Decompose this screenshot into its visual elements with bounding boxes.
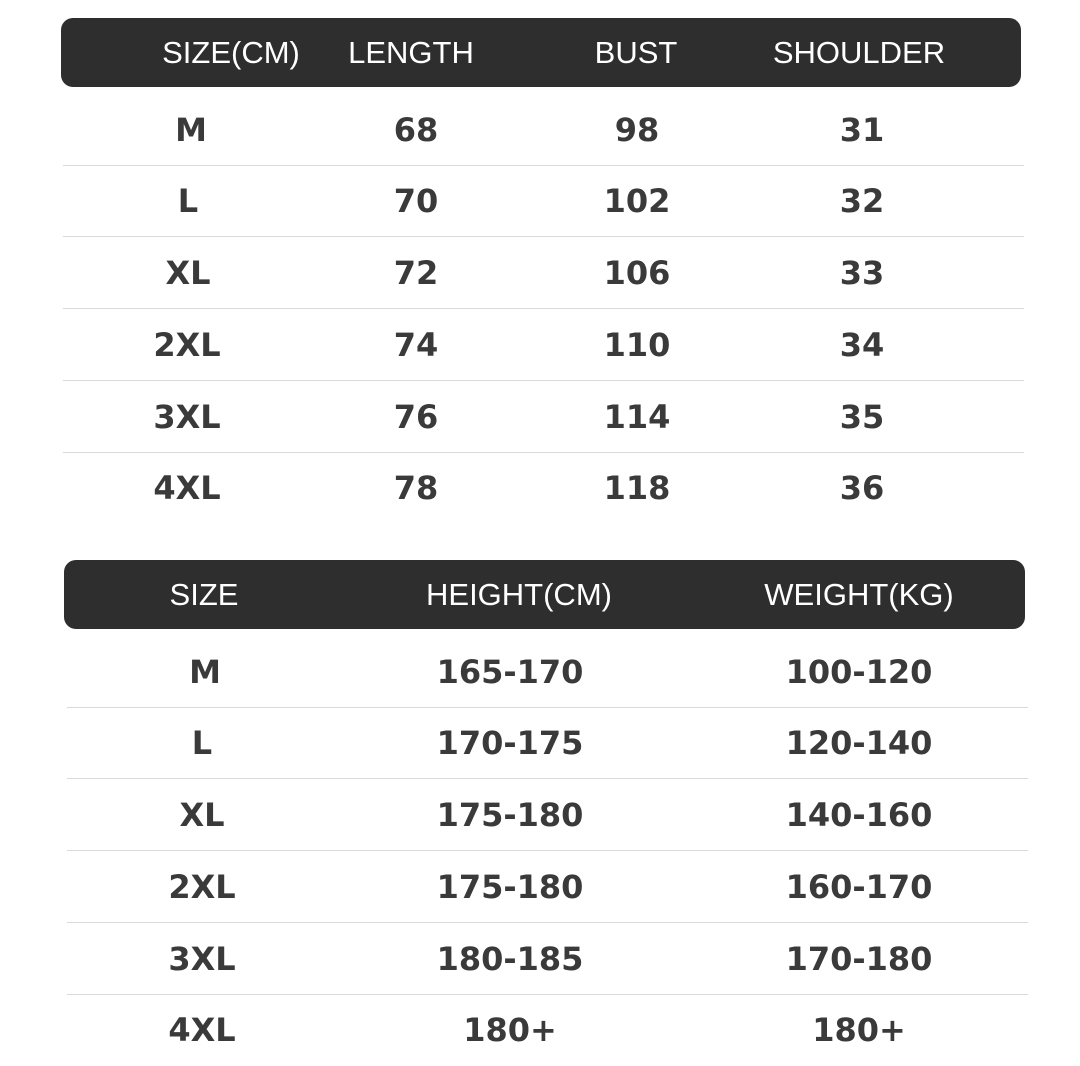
- length-cell: 70: [393, 182, 439, 220]
- table-row: [63, 453, 1024, 524]
- header-size-cm: SIZE(CM): [162, 35, 300, 70]
- size-cell: 4XL: [168, 1011, 236, 1049]
- bust-cell: 114: [603, 398, 671, 436]
- weight-cell: 170-180: [785, 940, 933, 978]
- size-cell: M: [189, 653, 221, 691]
- shoulder-cell: 35: [839, 398, 885, 436]
- weight-cell: 100-120: [785, 653, 933, 691]
- size-cell: 3XL: [153, 398, 221, 436]
- weight-cell: 160-170: [785, 868, 933, 906]
- length-cell: 78: [393, 469, 439, 507]
- bust-cell: 110: [603, 326, 671, 364]
- shoulder-cell: 36: [839, 469, 885, 507]
- table-row: [67, 708, 1028, 779]
- table-row: [67, 924, 1028, 995]
- weight-cell: 120-140: [785, 724, 933, 762]
- weight-cell: 180+: [812, 1011, 906, 1049]
- shoulder-cell: 32: [839, 182, 885, 220]
- table-row: [67, 780, 1028, 851]
- weight-cell: 140-160: [785, 796, 933, 834]
- size-cell: 3XL: [168, 940, 236, 978]
- height-cell: 165-170: [436, 653, 584, 691]
- header-length: LENGTH: [348, 35, 474, 70]
- table-row: [63, 95, 1024, 166]
- length-cell: 68: [393, 111, 439, 149]
- size-cell: L: [191, 724, 213, 762]
- measurements-table-header: [61, 18, 1021, 87]
- bust-cell: 106: [603, 254, 671, 292]
- length-cell: 72: [393, 254, 439, 292]
- header-size: SIZE: [169, 577, 239, 612]
- size-cell: 2XL: [153, 326, 221, 364]
- table-row: [67, 637, 1028, 708]
- height-cell: 175-180: [436, 868, 584, 906]
- table-row: [63, 166, 1024, 237]
- size-cell: M: [175, 111, 207, 149]
- header-bust: BUST: [594, 35, 678, 70]
- size-cell: 4XL: [153, 469, 221, 507]
- table-row: [63, 310, 1024, 381]
- length-cell: 74: [393, 326, 439, 364]
- bust-cell: 118: [603, 469, 671, 507]
- bust-cell: 98: [614, 111, 660, 149]
- height-cell: 170-175: [436, 724, 584, 762]
- fit-table-header: [64, 560, 1025, 629]
- size-cell: XL: [179, 796, 225, 834]
- shoulder-cell: 34: [839, 326, 885, 364]
- height-cell: 180-185: [436, 940, 584, 978]
- bust-cell: 102: [603, 182, 671, 220]
- table-row: [63, 382, 1024, 453]
- size-cell: 2XL: [168, 868, 236, 906]
- header-shoulder: SHOULDER: [772, 35, 946, 70]
- size-cell: L: [177, 182, 199, 220]
- header-weight-kg: WEIGHT(KG): [764, 577, 954, 612]
- shoulder-cell: 31: [839, 111, 885, 149]
- table-row: [67, 852, 1028, 923]
- table-row: [63, 238, 1024, 309]
- size-cell: XL: [165, 254, 211, 292]
- height-cell: 180+: [463, 1011, 557, 1049]
- shoulder-cell: 33: [839, 254, 885, 292]
- height-cell: 175-180: [436, 796, 584, 834]
- table-row: [67, 995, 1028, 1066]
- header-height-cm: HEIGHT(CM): [426, 577, 612, 612]
- length-cell: 76: [393, 398, 439, 436]
